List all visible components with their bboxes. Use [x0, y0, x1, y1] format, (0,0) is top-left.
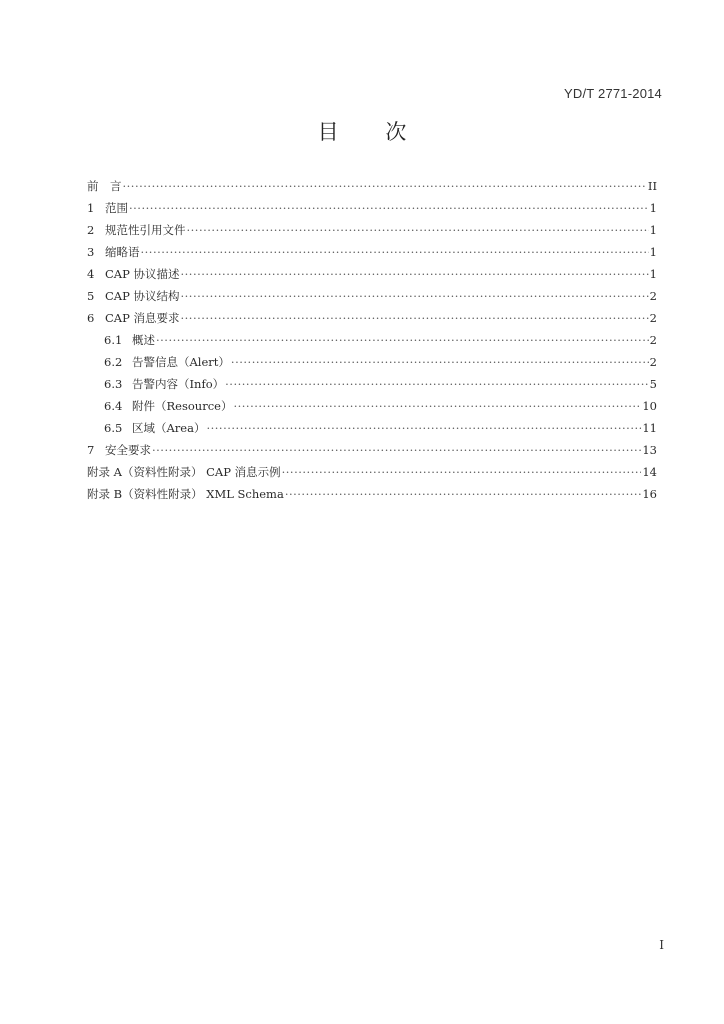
toc-entry-label: 前 言	[87, 179, 122, 193]
toc-entry-1	[87, 197, 657, 219]
document-code: YD/T 2771-2014	[564, 86, 662, 101]
toc-entry-number: 6.2	[104, 355, 123, 369]
toc-leader-dots	[225, 373, 649, 395]
toc-entry-label: 附录 A（资料性附录） CAP 消息示例	[87, 465, 281, 479]
toc-entry-6-5	[87, 417, 657, 439]
toc-leader-dots	[282, 461, 642, 483]
toc-entry-page: II	[647, 179, 657, 193]
toc-entry-number: 5	[87, 289, 95, 303]
toc-entry-3	[87, 241, 657, 263]
toc-entry-label: CAP 协议结构	[105, 289, 180, 303]
toc-entry-number: 6.3	[104, 377, 123, 391]
toc-entry-label: CAP 协议描述	[105, 267, 180, 281]
toc-entry-appendix-a	[87, 461, 657, 483]
toc-title-char-1: 目	[317, 120, 339, 144]
toc-entry-number: 1	[87, 201, 95, 215]
toc-entry-number: 6.1	[104, 333, 123, 347]
toc-entry-label: 范围	[105, 201, 128, 215]
toc-entry-5	[87, 285, 657, 307]
toc-entry-label: 附件（Resource）	[132, 399, 233, 413]
toc-title-char-2: 次	[385, 120, 407, 144]
toc-leader-dots	[231, 351, 649, 373]
toc-entry-page: 5	[649, 377, 657, 391]
toc-entry-label: 概述	[132, 333, 155, 347]
toc-leader-dots	[181, 263, 649, 285]
toc-leader-dots	[123, 175, 647, 197]
toc-entry-4	[87, 263, 657, 285]
toc-entry-number: 6.5	[104, 421, 123, 435]
toc-entry-page: 1	[649, 245, 657, 259]
toc-entry-label: 附录 B（资料性附录） XML Schema	[87, 487, 284, 501]
table-of-contents	[87, 175, 657, 505]
toc-leader-dots	[181, 285, 649, 307]
toc-entry-number: 3	[87, 245, 95, 259]
toc-entry-7	[87, 439, 657, 461]
toc-entry-label: 区域（Area）	[132, 421, 206, 435]
toc-entry-page: 2	[649, 311, 657, 325]
toc-entry-label: 告警内容（Info）	[132, 377, 225, 391]
toc-title	[0, 116, 724, 146]
toc-leader-dots	[156, 329, 649, 351]
toc-leader-dots	[187, 219, 649, 241]
toc-entry-number: 4	[87, 267, 95, 281]
toc-entry-label: 安全要求	[105, 443, 151, 457]
toc-leader-dots	[181, 307, 649, 329]
toc-leader-dots	[233, 395, 641, 417]
toc-entry-2	[87, 219, 657, 241]
toc-entry-label: 规范性引用文件	[105, 223, 186, 237]
toc-entry-label: 告警信息（Alert）	[132, 355, 230, 369]
toc-entry-page: 1	[649, 223, 657, 237]
toc-entry-page: 14	[642, 465, 657, 479]
toc-entry-page: 16	[642, 487, 657, 501]
toc-entry-page: 11	[642, 421, 657, 435]
toc-entry-6	[87, 307, 657, 329]
toc-entry-appendix-b	[87, 483, 657, 505]
toc-entry-number: 7	[87, 443, 95, 457]
toc-entry-label: 缩略语	[105, 245, 140, 259]
toc-leader-dots	[206, 417, 641, 439]
toc-leader-dots	[285, 483, 642, 505]
toc-leader-dots	[152, 439, 641, 461]
toc-entry-page: 2	[649, 289, 657, 303]
toc-entry-label: CAP 消息要求	[105, 311, 180, 325]
toc-entry-number: 6	[87, 311, 95, 325]
toc-entry-6-1	[87, 329, 657, 351]
page-number: I	[659, 938, 664, 952]
toc-entry-page: 13	[642, 443, 657, 457]
toc-leader-dots	[141, 241, 649, 263]
toc-entry-6-2	[87, 351, 657, 373]
toc-entry-foreword	[87, 175, 657, 197]
toc-leader-dots	[129, 197, 649, 219]
toc-entry-number: 6.4	[104, 399, 123, 413]
toc-entry-6-3	[87, 373, 657, 395]
toc-entry-page: 2	[649, 333, 657, 347]
toc-entry-number: 2	[87, 223, 95, 237]
toc-entry-page: 1	[649, 267, 657, 281]
toc-entry-page: 10	[642, 399, 657, 413]
toc-entry-page: 1	[649, 201, 657, 215]
toc-entry-page: 2	[649, 355, 657, 369]
toc-entry-6-4	[87, 395, 657, 417]
